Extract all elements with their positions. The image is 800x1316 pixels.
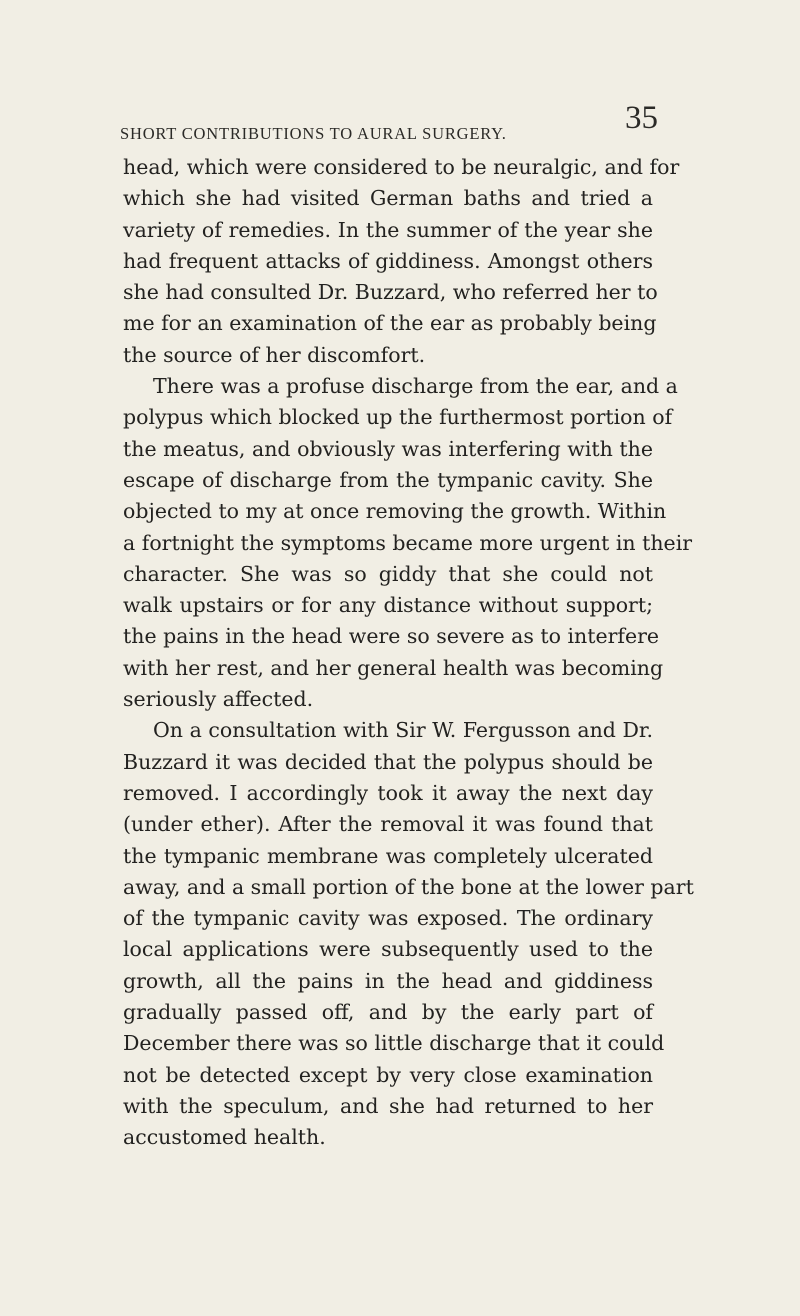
paragraph-1 — [123, 152, 680, 371]
text-line: away, and a small portion of the bone at the lower part — [123, 874, 694, 899]
page-header — [120, 100, 658, 150]
text-line: which she had visited German baths and tried a — [123, 186, 653, 211]
text-line: the tympanic membrane was completely ulcerated — [123, 843, 653, 868]
text-line: removed. I accordingly took it away the next day — [123, 780, 653, 805]
text-line: with her rest, and her general health was becoming — [123, 655, 664, 680]
text-line: had frequent attacks of giddiness. Amongst others — [123, 248, 653, 273]
running-head: SHORT CONTRIBUTIONS TO AURAL SURGERY. — [120, 124, 507, 143]
text-line: the meatus, and obviously was interfering with the — [123, 436, 653, 461]
text-line: There was a profuse discharge from the ear, and a — [153, 374, 678, 399]
page-number: 35 — [625, 100, 658, 136]
text-line: growth, all the pains in the head and giddiness — [123, 968, 653, 993]
paragraph-2 — [123, 371, 693, 715]
text-line: walk upstairs or for any distance without support; — [123, 593, 653, 618]
text-line: she had consulted Dr. Buzzard, who referred her to — [123, 280, 658, 305]
text-line: objected to my at once removing the growth. Within — [123, 499, 667, 524]
text-line: variety of remedies. In the summer of the year she — [123, 217, 653, 242]
text-line: local applications were subsequently used to the — [123, 937, 653, 962]
text-line: gradually passed off, and by the early part of — [123, 1000, 653, 1025]
text-line: with the speculum, and she had returned to her — [123, 1093, 653, 1118]
text-line: Buzzard it was decided that the polypus should be — [123, 749, 653, 774]
text-line: seriously affected. — [123, 687, 314, 712]
text-line: (under ether). After the removal it was found that — [123, 812, 653, 837]
text-line: polypus which blocked up the furthermost portion of — [123, 405, 673, 430]
text-line: me for an examination of the ear as probably being — [123, 311, 657, 336]
text-line: the pains in the head were so severe as to interfere — [123, 624, 660, 649]
text-line: escape of discharge from the tympanic cavity. She — [123, 467, 653, 492]
text-line: accustomed health. — [123, 1125, 326, 1150]
body-text — [123, 152, 694, 1154]
paragraph-3 — [123, 715, 694, 1153]
text-line: On a consultation with Sir W. Fergusson and Dr. — [153, 718, 653, 743]
text-line: December there was so little discharge that it could — [123, 1031, 665, 1056]
text-line: head, which were considered to be neuralgic, and for — [123, 155, 680, 179]
text-line: character. She was so giddy that she could not — [123, 561, 653, 586]
text-line: the source of her discomfort. — [123, 342, 426, 367]
text-line: a fortnight the symptoms became more urgent in their — [123, 530, 693, 555]
text-line: of the tympanic cavity was exposed. The ordinary — [123, 906, 653, 931]
text-line: not be detected except by very close examination — [123, 1062, 653, 1087]
